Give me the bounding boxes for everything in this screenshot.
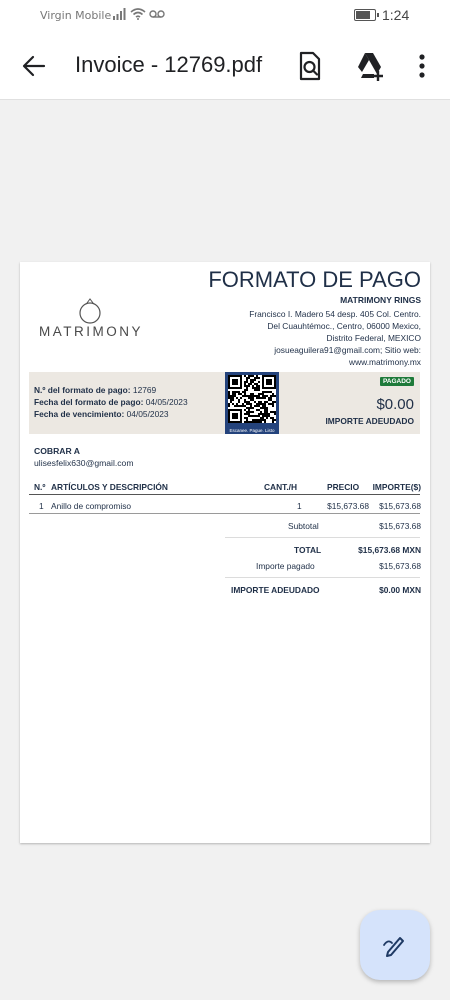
app-bar	[0, 32, 450, 100]
address-line: www.matrimony.mx	[349, 357, 421, 367]
address-line: Distrito Federal, MEXICO	[326, 333, 421, 343]
status-bar	[0, 0, 450, 32]
qr-caption: Escanee. Pague. Listo	[229, 428, 275, 433]
voicemail-icon	[149, 9, 165, 19]
table-header-divider	[29, 494, 420, 495]
clock: 1:24	[382, 7, 410, 23]
wifi-icon	[130, 8, 146, 20]
document-title: Invoice - 12769.pdf	[75, 52, 263, 77]
row-num: 1	[39, 501, 44, 511]
signal-icon	[113, 8, 127, 20]
qr-code-icon	[228, 375, 276, 423]
status-icons	[113, 8, 165, 20]
col-amount-header: IMPORTE($)	[372, 482, 421, 492]
logo-text: MATRIMONY	[39, 324, 143, 339]
col-num-header: N.º	[34, 482, 46, 492]
payment-date: Fecha del formato de pago: 04/05/2023	[34, 397, 188, 407]
search-document-icon[interactable]	[294, 50, 326, 82]
col-price-header: PRECIO	[327, 482, 360, 492]
edit-fab-button[interactable]	[360, 910, 430, 980]
battery-icon	[354, 9, 376, 21]
subtotal-label: Subtotal	[288, 521, 319, 531]
paid-label: Importe pagado	[256, 561, 315, 571]
back-arrow-icon[interactable]	[20, 52, 48, 80]
paid-value: $15,673.68	[379, 561, 421, 571]
total-value: $15,673.68 MXN	[358, 545, 421, 555]
col-desc-header: ARTÍCULOS Y DESCRIPCIÓN	[51, 482, 168, 492]
document-heading: FORMATO DE PAGO	[208, 267, 421, 292]
totals-divider	[225, 577, 420, 578]
table-row-divider	[29, 513, 420, 514]
address-line: josueaguilera91@gmail.com; Sitio web:	[274, 345, 421, 355]
payment-info-band	[29, 372, 420, 434]
qr-code[interactable]	[225, 372, 279, 434]
row-amount: $15,673.68	[379, 501, 421, 511]
row-desc: Anillo de compromiso	[51, 501, 132, 511]
row-qty: 1	[297, 501, 302, 511]
more-vert-icon[interactable]	[406, 50, 438, 82]
ring-logo-icon	[75, 296, 105, 326]
drive-add-icon[interactable]	[354, 50, 386, 82]
subtotal-value: $15,673.68	[379, 521, 421, 531]
bill-to-email: ulisesfelix630@gmail.com	[34, 458, 134, 468]
pdf-page[interactable]	[20, 262, 430, 843]
payment-number: N.º del formato de pago: 12769	[34, 385, 157, 395]
status-badge: PAGADO	[380, 377, 414, 386]
address-line: Francisco I. Madero 54 desp. 405 Col. Centro.	[249, 309, 421, 319]
bill-to-label: COBRAR A	[34, 446, 80, 456]
totals-divider	[225, 537, 420, 538]
company-name: MATRIMONY RINGS	[340, 295, 421, 305]
carrier-name: Virgin Mobile	[40, 9, 112, 22]
address-line: Del Cuauhtémoc., Centro, 06000 Mexico,	[267, 321, 421, 331]
row-price: $15,673.68	[327, 501, 369, 511]
balance-due-value: $0.00 MXN	[379, 585, 421, 595]
edit-pen-icon	[381, 931, 409, 959]
col-qty-header: CANT./H	[264, 482, 298, 492]
total-label: TOTAL	[294, 545, 322, 555]
due-date: Fecha de vencimiento: 04/05/2023	[34, 409, 169, 419]
amount-due-label: IMPORTE ADEUDADO	[325, 416, 414, 426]
amount-due: $0.00	[376, 396, 414, 413]
balance-due-label: IMPORTE ADEUDADO	[231, 585, 320, 595]
